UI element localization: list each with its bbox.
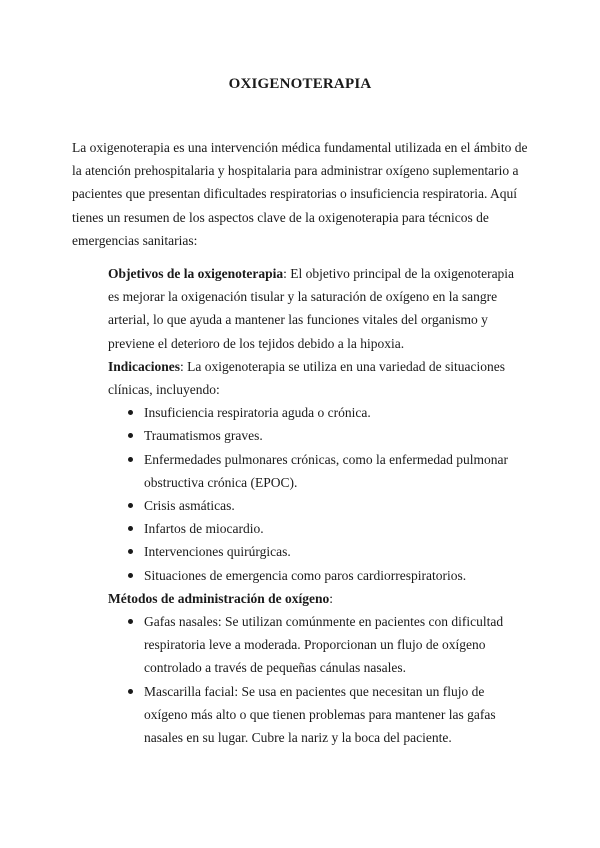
indicaciones-text: : La oxigenoterapia se utiliza en una variedad de situaciones clínicas, incluyendo: — [108, 358, 506, 398]
list-item: Crisis asmáticas. — [108, 494, 528, 517]
bullet-icon — [128, 457, 133, 462]
bullet-icon — [128, 619, 133, 624]
list-item: Gafas nasales: Se utilizan comúnmente en pacientes con dificultad respiratoria leve a moderada. Proporcionan un flujo de oxígeno controlado a través de pequeñas cánulas nasales. — [108, 610, 528, 680]
metodos-text: : — [329, 590, 334, 606]
indicaciones-heading: Indicaciones — [108, 358, 181, 374]
bullet-icon — [128, 573, 133, 578]
content-body — [108, 262, 528, 749]
metodos-section — [108, 587, 528, 610]
objetivos-section — [108, 262, 528, 355]
list-item: Situaciones de emergencia como paros cardiorrespiratorios. — [108, 564, 528, 587]
list-item: Intervenciones quirúrgicas. — [108, 540, 528, 563]
indicaciones-list — [108, 401, 528, 587]
list-item: Insuficiencia respiratoria aguda o crónica. — [108, 401, 528, 424]
bullet-icon — [128, 433, 133, 438]
bullet-icon — [128, 410, 133, 415]
bullet-icon — [128, 526, 133, 531]
bullet-icon — [128, 689, 133, 694]
list-item: Enfermedades pulmonares crónicas, como la enfermedad pulmonar obstructiva crónica (EPOC). — [108, 448, 528, 494]
intro-paragraph: La oxigenoterapia es una intervención médica fundamental utilizada en el ámbito de la atención prehospitalaria y hospitalaria para administrar oxígeno suplementario a pacientes que presentan dificultades respiratorias o insuficiencia respiratoria. Aquí tienes un resumen de los aspectos clave de la oxigenoterapia para técnicos de emergencias sanitarias: — [72, 140, 528, 248]
objetivos-heading: Objetivos de la oxigenoterapia — [108, 266, 284, 281]
list-item: Infartos de miocardio. — [108, 517, 528, 540]
page-title: OXIGENOTERAPIA — [228, 76, 372, 92]
metodos-heading: Métodos de administración de oxígeno — [108, 590, 330, 606]
objetivos-text: : El objetivo principal de la oxigenoterapia es mejorar la oxigenación tisular y la saturación de oxígeno en la sangre arterial, lo que ayuda a mantener las funciones vitales del organismo y previene el deterioro de los tejidos debido a la hipoxia. — [108, 266, 515, 351]
list-item: Mascarilla facial: Se usa en pacientes que necesitan un flujo de oxígeno más alto o que tienen problemas para mantener las gafas nasales en su lugar. Cubre la nariz y la boca del paciente. — [108, 680, 528, 750]
metodos-list — [108, 610, 528, 749]
indicaciones-section — [108, 355, 528, 401]
bullet-icon — [128, 549, 133, 554]
bullet-icon — [128, 503, 133, 508]
list-item: Traumatismos graves. — [108, 424, 528, 447]
